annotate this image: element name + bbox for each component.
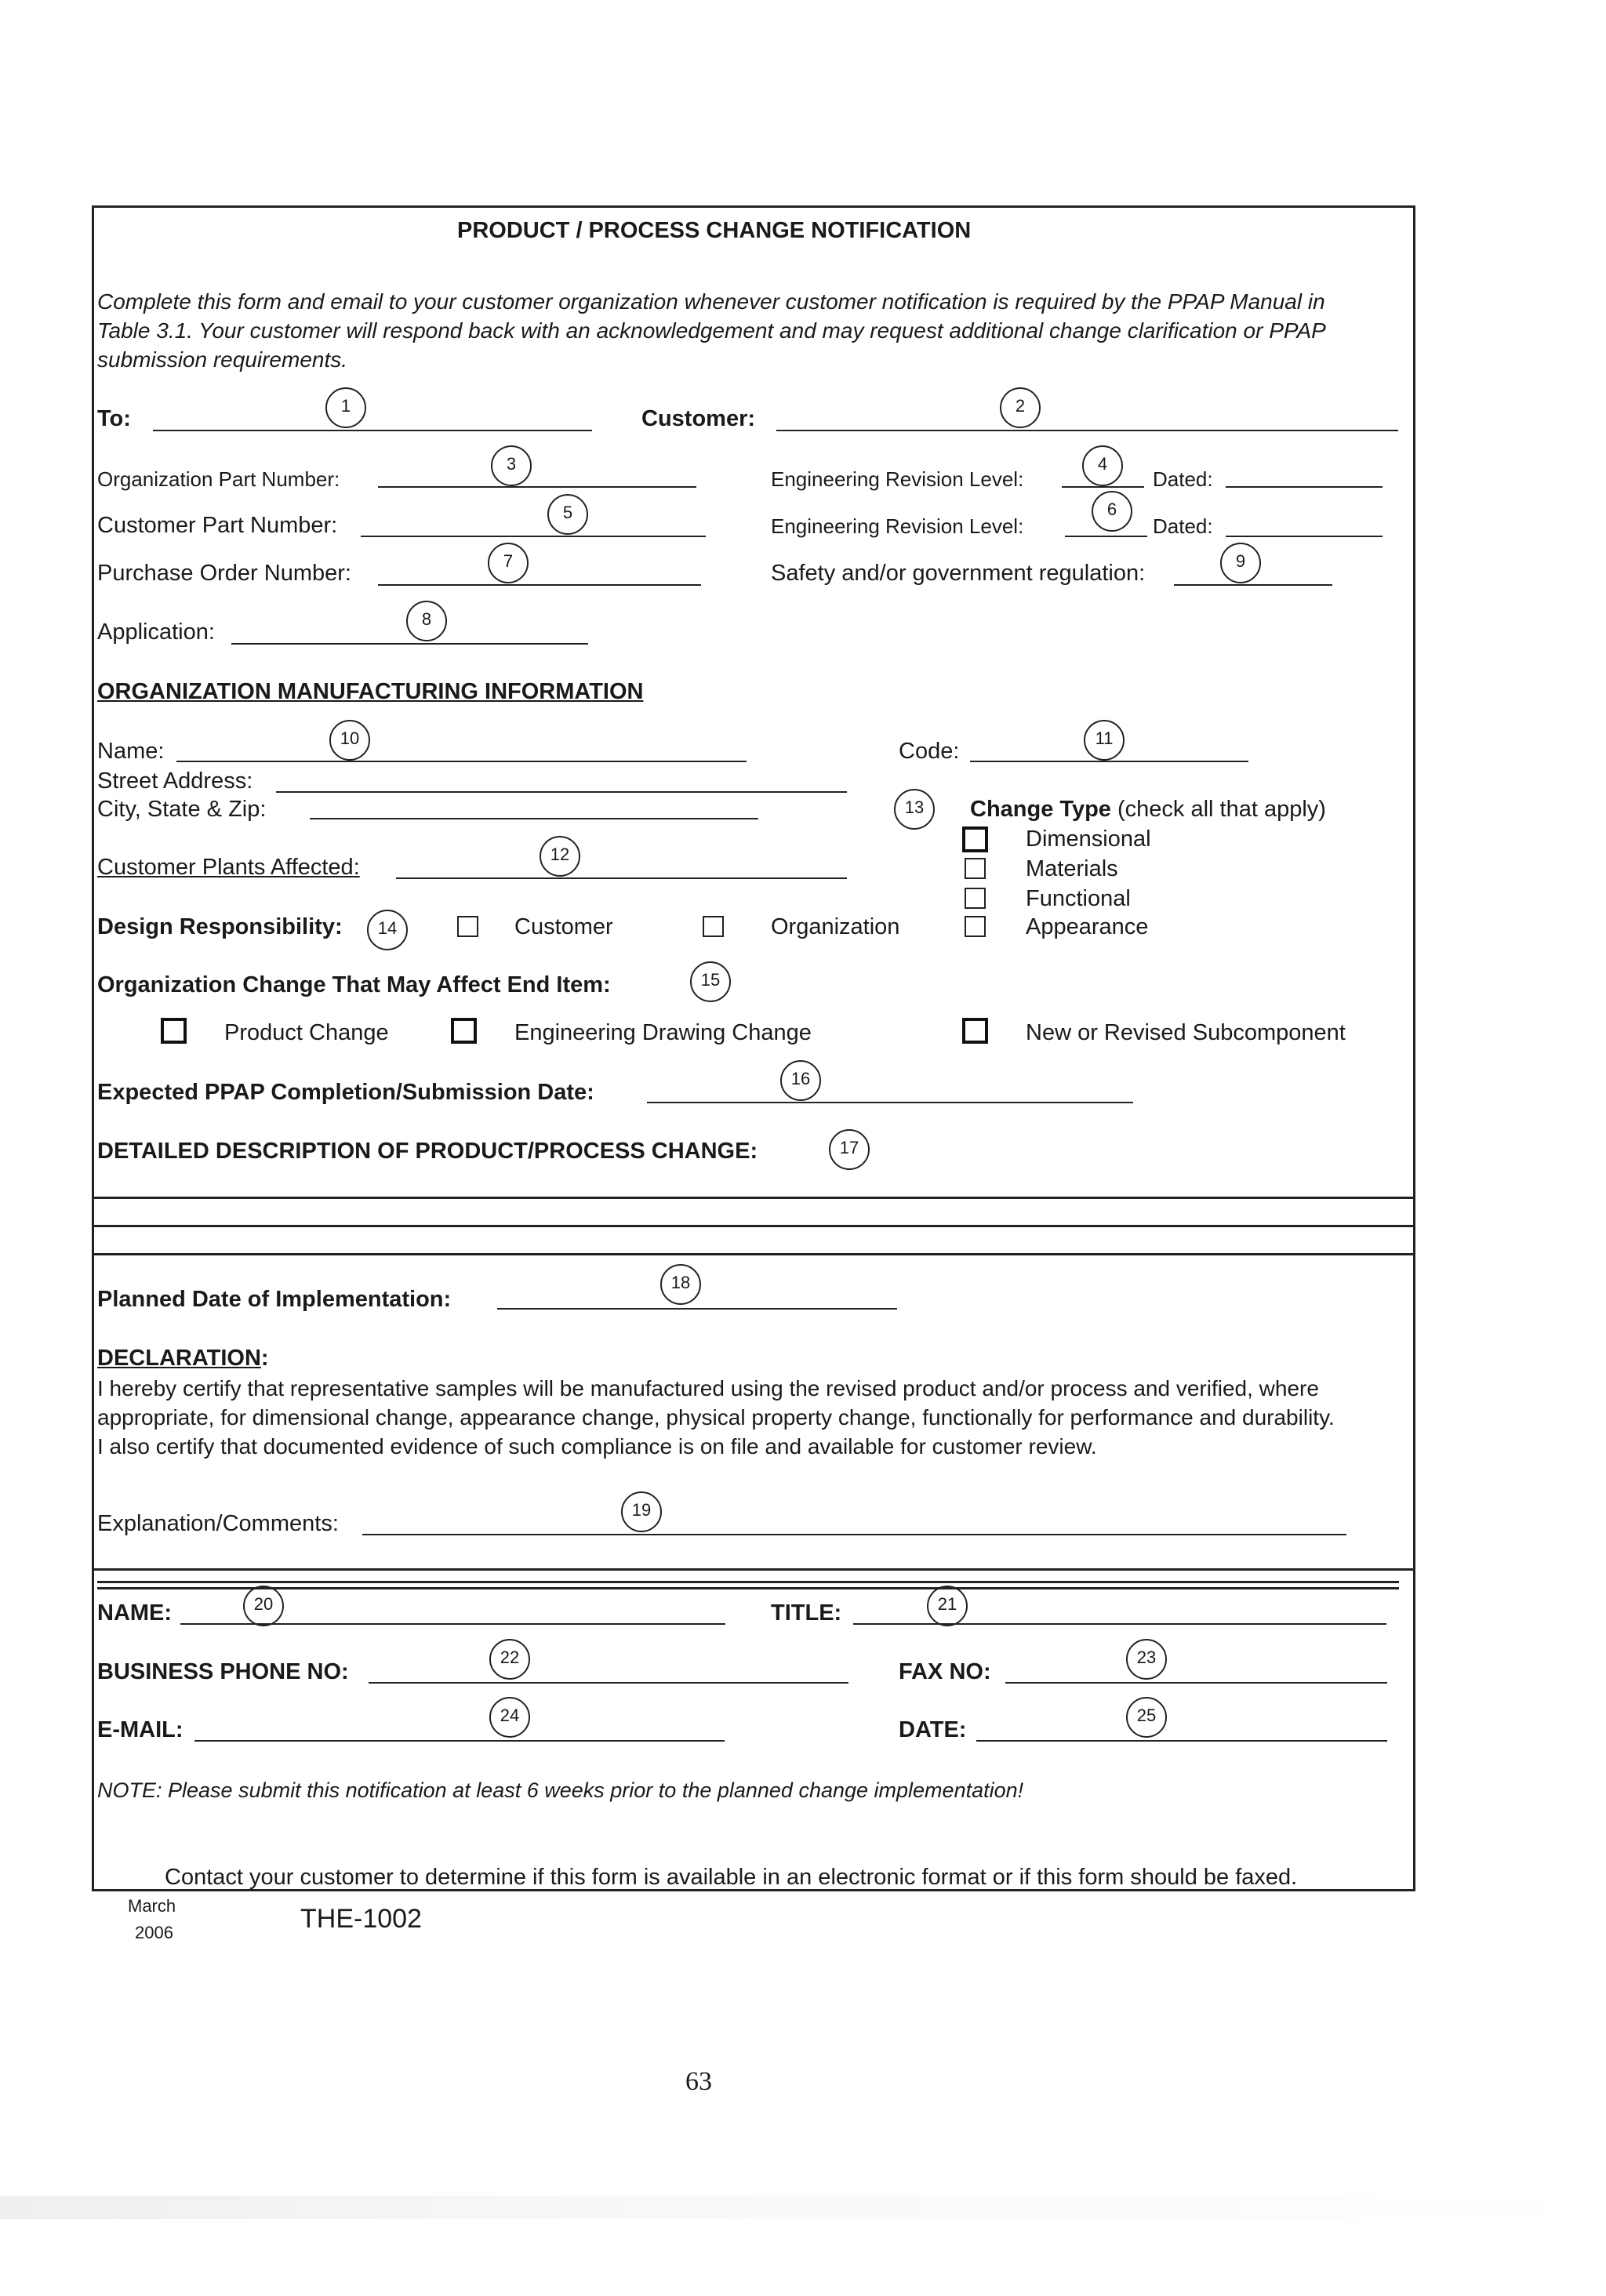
callout-1: 1 bbox=[325, 387, 366, 428]
change-type-materials-checkbox[interactable] bbox=[965, 858, 986, 879]
contact-title-label: TITLE: bbox=[771, 1600, 842, 1626]
date-field[interactable] bbox=[976, 1740, 1387, 1742]
safety-regulation-field[interactable] bbox=[1174, 584, 1332, 586]
change-type-label: Change Type bbox=[970, 797, 1111, 822]
email-label: E-MAIL: bbox=[97, 1717, 183, 1742]
safety-regulation-label: Safety and/or government regulation: bbox=[771, 561, 1146, 586]
callout-3: 3 bbox=[491, 445, 532, 486]
fax-label: FAX NO: bbox=[899, 1659, 991, 1684]
planned-date-label: Planned Date of Implementation: bbox=[97, 1287, 452, 1312]
contact-title-field[interactable] bbox=[853, 1623, 1386, 1625]
callout-14: 14 bbox=[367, 910, 408, 950]
callout-9: 9 bbox=[1220, 543, 1261, 583]
form-id: THE-1002 bbox=[300, 1904, 422, 1934]
dated-2-label: Dated: bbox=[1153, 514, 1213, 538]
form-intro: Complete this form and email to your customer organization whenever customer notification is required by the PPAP Manual in Table 3.1. Your customer will respond back with an acknowledgement and may request additional change clarification or PPAP submission requirements. bbox=[97, 289, 1325, 372]
design-customer-checkbox[interactable] bbox=[457, 916, 478, 937]
design-organization-checkbox[interactable] bbox=[703, 916, 724, 937]
customer-field[interactable] bbox=[776, 430, 1398, 431]
eng-rev-level-2-field[interactable] bbox=[1065, 536, 1147, 537]
expected-ppap-date-label: Expected PPAP Completion/Submission Date: bbox=[97, 1080, 594, 1105]
declaration-heading bbox=[97, 1346, 269, 1371]
page-number: 63 bbox=[685, 2067, 712, 2096]
contact-name-label: NAME: bbox=[97, 1600, 173, 1626]
business-phone-label: BUSINESS PHONE NO: bbox=[97, 1659, 349, 1684]
callout-24: 24 bbox=[489, 1697, 530, 1738]
customer-plants-affected-label: Customer Plants Affected: bbox=[97, 855, 360, 880]
product-change-label: Product Change bbox=[224, 1020, 389, 1045]
business-phone-field[interactable] bbox=[369, 1682, 848, 1684]
eng-rev-level-2-label: Engineering Revision Level: bbox=[771, 514, 1024, 538]
description-rule-bottom bbox=[92, 1253, 1415, 1255]
change-type-dimensional-label: Dimensional bbox=[1026, 826, 1151, 852]
customer-part-number-field[interactable] bbox=[361, 536, 706, 537]
org-name-field[interactable] bbox=[176, 761, 747, 762]
to-field[interactable] bbox=[153, 430, 592, 431]
contact-note: Contact your customer to determine if this form is available in an electronic format or if this form should be faxed. bbox=[165, 1865, 1298, 1890]
product-change-checkbox[interactable] bbox=[161, 1018, 187, 1044]
change-type-functional-label: Functional bbox=[1026, 886, 1131, 911]
description-field[interactable] bbox=[92, 1225, 1415, 1227]
declaration-colon: : bbox=[260, 1346, 269, 1371]
dated-1-label: Dated: bbox=[1153, 467, 1213, 491]
design-responsibility-label: Design Responsibility: bbox=[97, 914, 343, 939]
callout-4: 4 bbox=[1082, 445, 1123, 486]
design-customer-label: Customer bbox=[514, 914, 613, 939]
callout-7: 7 bbox=[488, 543, 529, 583]
change-type-functional-checkbox[interactable] bbox=[965, 888, 986, 909]
customer-label: Customer: bbox=[641, 406, 756, 431]
description-rule-top bbox=[92, 1197, 1415, 1199]
callout-6: 6 bbox=[1092, 491, 1132, 532]
callout-11: 11 bbox=[1084, 720, 1125, 761]
eng-rev-level-1-field[interactable] bbox=[1062, 486, 1144, 488]
callout-17: 17 bbox=[829, 1129, 870, 1170]
contact-rule-3 bbox=[97, 1587, 1399, 1589]
application-field[interactable] bbox=[231, 643, 588, 645]
declaration-heading-text: DECLARATION bbox=[97, 1346, 261, 1371]
application-label: Application: bbox=[97, 619, 215, 645]
city-state-zip-label: City, State & Zip: bbox=[97, 797, 267, 822]
email-field[interactable] bbox=[194, 1740, 725, 1742]
dated-1-field[interactable] bbox=[1226, 486, 1383, 488]
callout-22: 22 bbox=[489, 1639, 530, 1680]
code-field[interactable] bbox=[970, 761, 1248, 762]
callout-19: 19 bbox=[621, 1491, 662, 1532]
org-part-number-label: Organization Part Number: bbox=[97, 467, 340, 491]
dated-2-field[interactable] bbox=[1226, 536, 1383, 537]
change-type-heading bbox=[970, 797, 1326, 823]
detailed-description-label: DETAILED DESCRIPTION OF PRODUCT/PROCESS CHANGE: bbox=[97, 1139, 758, 1164]
callout-5: 5 bbox=[547, 494, 588, 535]
declaration-text: I hereby certify that representative samples will be manufactured using the revised product and/or process and verified, where appropriate, for dimensional change, appearance change, physical property change, functionally for performance and durability. I also certify that documented evidence of such compliance is on file and available for customer review. bbox=[97, 1376, 1335, 1459]
purchase-order-number-field[interactable] bbox=[378, 584, 701, 586]
callout-18: 18 bbox=[660, 1264, 701, 1305]
callout-2: 2 bbox=[1000, 387, 1041, 428]
contact-rule-1 bbox=[92, 1568, 1415, 1571]
org-change-label: Organization Change That May Affect End Item: bbox=[97, 972, 611, 997]
callout-25: 25 bbox=[1126, 1697, 1167, 1738]
fax-field[interactable] bbox=[1005, 1682, 1387, 1684]
footer-year: 2006 bbox=[135, 1923, 173, 1942]
callout-10: 10 bbox=[329, 720, 370, 761]
footer-month: March bbox=[128, 1896, 176, 1916]
eng-rev-level-1-label: Engineering Revision Level: bbox=[771, 467, 1024, 491]
new-revised-subcomponent-checkbox[interactable] bbox=[962, 1018, 988, 1044]
change-type-note: (check all that apply) bbox=[1117, 797, 1326, 822]
engineering-drawing-change-label: Engineering Drawing Change bbox=[514, 1020, 812, 1045]
planned-date-field[interactable] bbox=[497, 1308, 897, 1310]
customer-plants-affected-field[interactable] bbox=[396, 877, 847, 879]
street-address-field[interactable] bbox=[276, 791, 847, 793]
explanation-label: Explanation/Comments: bbox=[97, 1511, 339, 1536]
form-frame bbox=[92, 205, 1415, 1891]
callout-8: 8 bbox=[406, 601, 447, 641]
submission-note: NOTE: Please submit this notification at least 6 weeks prior to the planned change implementation! bbox=[97, 1778, 1024, 1802]
org-part-number-field[interactable] bbox=[378, 486, 696, 488]
code-label: Code: bbox=[899, 739, 960, 764]
callout-12: 12 bbox=[540, 836, 580, 877]
callout-15: 15 bbox=[690, 961, 731, 1002]
street-address-label: Street Address: bbox=[97, 768, 253, 794]
org-info-heading: ORGANIZATION MANUFACTURING INFORMATION bbox=[97, 679, 644, 704]
form-title: PRODUCT / PROCESS CHANGE NOTIFICATION bbox=[457, 218, 972, 243]
design-organization-label: Organization bbox=[771, 914, 900, 939]
contact-rule-2 bbox=[97, 1581, 1399, 1583]
change-type-dimensional-checkbox[interactable] bbox=[962, 826, 988, 852]
to-label: To: bbox=[97, 406, 131, 431]
callout-21: 21 bbox=[927, 1586, 968, 1626]
change-type-appearance-checkbox[interactable] bbox=[965, 916, 986, 937]
name-label: Name: bbox=[97, 739, 165, 764]
customer-part-number-label: Customer Part Number: bbox=[97, 513, 338, 538]
change-type-materials-label: Materials bbox=[1026, 856, 1118, 881]
callout-20: 20 bbox=[243, 1586, 284, 1626]
change-type-appearance-label: Appearance bbox=[1026, 914, 1149, 939]
callout-16: 16 bbox=[780, 1060, 821, 1101]
engineering-drawing-change-checkbox[interactable] bbox=[451, 1018, 477, 1044]
expected-ppap-date-field[interactable] bbox=[647, 1102, 1133, 1103]
date-label: DATE: bbox=[899, 1717, 967, 1742]
callout-23: 23 bbox=[1126, 1639, 1167, 1680]
city-state-zip-field[interactable] bbox=[310, 818, 758, 819]
new-revised-subcomponent-label: New or Revised Subcomponent bbox=[1026, 1020, 1346, 1045]
explanation-field[interactable] bbox=[362, 1534, 1346, 1535]
scan-edge-shading bbox=[0, 2196, 1606, 2219]
callout-13: 13 bbox=[894, 789, 935, 830]
purchase-order-number-label: Purchase Order Number: bbox=[97, 561, 351, 586]
